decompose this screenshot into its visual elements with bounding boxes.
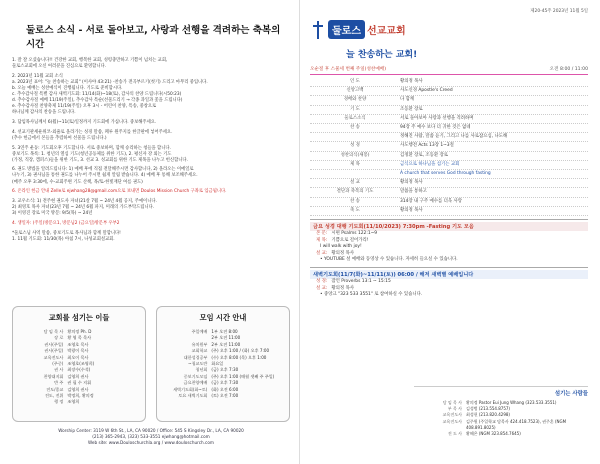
order-content: 금식으로 하나님을 섬기는 교회 — [400, 161, 460, 167]
staff-box — [414, 386, 588, 437]
section-line — [310, 257, 588, 264]
info-value: 김영희 권사 — [67, 373, 89, 379]
news-heading: 둘로스 소식 - 서로 돌아보고, 사랑과 선행을 격려하는 축복의 시간 — [26, 25, 281, 50]
info-value: (토) 오전 7:00 — [211, 393, 239, 399]
contact-line: (213) 365-2943, (323) 533-3551 ejwhang@hotmail.com — [92, 434, 210, 439]
service-header — [310, 66, 588, 75]
order-row — [310, 142, 588, 151]
news-line: 둘로스교회에 오신 여러분을 진심으로 환영합니다. — [12, 64, 106, 70]
info-value: 조영호(조영희) — [67, 361, 95, 367]
info-label: 행 정 — [54, 399, 64, 405]
order-label: 성 경 — [350, 143, 360, 149]
section-label: 설 교: — [316, 285, 328, 291]
info-label: 새벽기도회(화~토) — [173, 386, 208, 392]
service-title: 오순절 후 스물세 번째 주일(성찬예배) — [310, 67, 386, 72]
serving-list — [21, 329, 137, 406]
info-value: 1부 오전 8:00 — [211, 329, 238, 334]
section-line — [310, 279, 588, 286]
news-line: 3. 교우소식: 1) 전주현 권도사 자녀(21살 7월 ~ 24년 4월 공지, 주예이니다. — [12, 198, 157, 204]
info-value: 화요일 — [211, 361, 224, 367]
news-line: 3) 이영진 장로 미국 방문: 9/5(목) ~ 24년 — [12, 211, 93, 217]
order-content: 말씀을 통하고 — [400, 189, 427, 195]
news-item — [12, 189, 290, 195]
address-line: Worship Center: 3119 W 6th St., LA, CA 90020 / Office: 545 S Kingsley Dr., LA, CA 90020 — [58, 428, 244, 433]
order-label: 인 도 — [350, 79, 360, 84]
staff-list — [414, 400, 588, 437]
serving-title: 교회를 섬기는 이들 — [48, 313, 110, 322]
order-label: 둘로스소식 — [344, 115, 366, 121]
staff-role: 담 임 목 사 — [442, 400, 462, 405]
news-item — [12, 231, 290, 243]
info-value: 박정희, 황의정 — [67, 393, 94, 399]
info-row — [165, 393, 281, 399]
logo-name: 둘로스 — [328, 20, 365, 39]
info-value: 2부 오전 11:00 — [211, 341, 241, 347]
staff-name: 황의정 Pastor Eui Jung Whang (323.533.3551) — [466, 400, 557, 405]
info-label: 교회학교 — [191, 348, 208, 354]
info-label: 교육전도사 — [43, 354, 64, 360]
section-title: 금요 성경 대행 기도회(11/10/2023) 7:30pm -Fasting 기도 모음 — [310, 222, 588, 231]
worship-box — [156, 306, 290, 422]
news-item — [12, 199, 290, 217]
info-value: (금) 오후 7:30 — [211, 380, 239, 386]
section-value: I will walk with joy! — [320, 244, 362, 250]
news-item — [12, 130, 290, 142]
church-address — [12, 428, 290, 446]
info-label: 유치원부 — [191, 341, 208, 347]
schedule-section — [310, 267, 588, 299]
info-label: 청년회 — [195, 367, 208, 373]
order-content: A church that serves God through fasting — [400, 171, 491, 177]
order-content: 정해진 사람, 말씀 듣기, 그리고 나를 사로잡으심, 나도해 — [400, 134, 508, 140]
news-line: b. 오늘 예배는 성찬예식이 진행됩니다. 기도로 준비합시다. — [12, 85, 123, 91]
staff-role: 전 도 사 — [447, 431, 462, 437]
news-item — [12, 221, 290, 227]
logo-suffix: 선교교회 — [366, 26, 406, 37]
motto: 늘 찬송하는 교회! — [346, 50, 418, 60]
order-label: 기 도 — [350, 106, 360, 112]
info-label: 장 로 — [54, 335, 64, 341]
order-content: 314장 내 구주 예수를 더욱 사랑 — [400, 198, 463, 204]
order-row — [310, 124, 588, 133]
staff-role: 교육전도사 — [442, 412, 462, 418]
news-item — [12, 58, 290, 70]
order-row — [310, 106, 588, 115]
info-label: 전도, 전위 — [44, 393, 64, 399]
info-label: 토요 새벽기도회 — [178, 393, 208, 399]
worship-list — [165, 329, 281, 399]
info-label: 권사(주일) — [44, 348, 64, 354]
info-value: 황 영 목 목사 — [67, 335, 92, 341]
order-row — [310, 161, 588, 170]
staff-name: 황해은 (NGM 323.854.7645) — [466, 431, 521, 437]
staff-row — [414, 419, 588, 431]
news-line: 6. 온라인 헌금 안내 Zelle로 ejwhang28@gmail.com으로 보내면 Doulos Mission Church 구좌로 입금됩니다. — [12, 189, 227, 195]
news-line: c. 추수감사절 특별 감사 새벽기도회: 11/14(화)~18(토), 감사의 찬양 드립니다(시50:23) — [12, 92, 182, 98]
section-line — [310, 292, 588, 299]
staff-row — [414, 431, 588, 437]
section-value: 황의정 목사 — [331, 250, 354, 256]
info-label: ~청교도반 — [188, 361, 208, 367]
news-line: (추수 헌금에서 본들을 추렴하여 선물을 드립니다.) — [12, 135, 107, 141]
info-value: 조영호 목사 — [67, 341, 89, 347]
order-row — [310, 115, 588, 124]
news-line: (매주 오후 3:30에, 수-교회주변 기도 산책, 목/토-한빛재단 여름 권도) — [12, 179, 143, 185]
info-label: 중보기도모임 — [183, 373, 208, 379]
info-label: 반 주 — [54, 380, 64, 386]
order-label: 설 교 — [350, 180, 360, 186]
info-label: (주중) — [52, 361, 64, 367]
staff-role: 부 목 사 — [447, 406, 462, 412]
news-line: 1. 잘 잘 오셨습니다!! 건강한 교회, 행복한 교회, 성령충만하고 기쁨이 넘치는 교회, — [12, 58, 168, 63]
info-label: 담 임 목 사 — [43, 329, 64, 334]
news-line: 2. 2023년 11월 교회 소식 — [12, 73, 63, 79]
news-line: 3. 담임목사님께서 6(월)~11(토)일정까지 기도회에 가십니다. 중보해주세요. — [12, 120, 157, 126]
staff-name: 최성헌 (213.820.4298) — [466, 412, 510, 418]
info-label: 권 사 — [54, 367, 64, 373]
news-line: (가정, 직장, 캠퍼스)들을 위한 기도, 3. 선교 3. 성교회를 위한 기도 제목을 나누고 헌신합니다. — [12, 157, 188, 163]
news-line: e. 추수감사절 찬양축제 11/19(주일) 오후 3시 - 어린이 찬양, 특송, 중창으로 — [12, 104, 157, 110]
info-label: 금요찬양예배 — [183, 380, 208, 386]
issue-number: 제20-45주 2023년 11월 5일 — [530, 9, 588, 14]
order-label: 축 도 — [350, 207, 360, 213]
info-value: 황의정 Ph. D — [67, 329, 92, 334]
news-item — [12, 74, 290, 117]
order-row — [310, 179, 588, 188]
info-label: 권사(주일) — [44, 341, 64, 347]
order-row — [310, 170, 588, 179]
order-row — [310, 188, 588, 197]
serving-box — [12, 306, 146, 422]
news-item — [12, 120, 290, 126]
order-label: 결단과 축복의 기도 — [336, 189, 374, 195]
info-label: 주일예배 — [191, 329, 208, 334]
section-value: • 중앙크 "323 533 3551" 로 참여하실 수 있습니다. — [320, 292, 423, 298]
news-line: 하나님께 감사의 찬송을 드립니다. — [12, 110, 76, 116]
section-label: 설 교: — [316, 250, 328, 256]
news-line: 4. 선교기관세운위코-외줄로 올라가는 성경 말씀, 페루 원주지를 한글판에 넣어주세요. — [12, 129, 173, 135]
section-line — [310, 244, 588, 251]
info-label: 대한성경공부 — [183, 354, 208, 360]
news-line: 4. 생일자: (주일)방문요1, 방문님2 (금요일)방문부 우부2 — [12, 220, 120, 226]
info-value: (주) 오후 1:00 / (화) 오후 7:00 — [211, 348, 270, 354]
news-line: d. 추수감사절 예배 11/19(주일), 추수감사 특순(선물드리기 → 각종 과일과 꽃을 드립니다) — [12, 98, 183, 104]
section-label: 성 경: — [316, 279, 328, 285]
order-content: 사도행전 Acts 13장 1~3절 — [400, 143, 454, 149]
info-value: 권 필 수 지휘 — [67, 380, 92, 386]
order-content: 황의정 목사 — [400, 180, 423, 186]
church-logo — [328, 20, 406, 39]
news-line: 1. 11월 기도회: 11/30(목) 아침 7시, 나성교회설교회. — [12, 236, 115, 242]
order-content: 김정환 장로, 조동환 장로 — [400, 152, 448, 158]
order-row — [310, 87, 588, 96]
cross-icon — [312, 21, 324, 39]
order-of-worship — [310, 78, 588, 216]
news-line: 중보기도 목록: 1. 청년의 열심 기도(청년공동체를 위한 기도), 2. 평신자 강 외는 기도 — [12, 151, 172, 157]
order-content: 다 함께 — [400, 97, 415, 103]
order-row — [310, 133, 588, 142]
section-label: 제 목: — [316, 237, 328, 243]
order-label: 경배와 찬양 — [343, 97, 367, 103]
schedule-section — [310, 219, 588, 264]
order-label — [310, 170, 400, 178]
info-value: (화) 오전 6:00 — [211, 386, 239, 392]
worship-title: 모임 시간 안내 — [199, 313, 247, 322]
info-value: 최장수(수석) — [67, 367, 91, 373]
order-label: 신앙고백 — [346, 88, 364, 94]
news-line: 2) 최영호 목사 자녀(23년 7월 ~ 24년 6월 파지, 미래의 가드부탁드립니다. — [12, 205, 155, 211]
order-row — [310, 207, 588, 216]
order-content: 서로 돌아보아 사랑과 선행을 격려하며 — [400, 115, 474, 121]
news-line: *둘로스님 사역 말씀, 중보기도로 목사님과 함께 말합니다! — [12, 230, 121, 236]
news-line: 5. 3연주 운동: 기도회오후 기도합니다. 서로 중보하며, 함께 승리하는 청들을 합니다. — [12, 145, 171, 151]
section-line — [310, 231, 588, 238]
order-label: 제 목 — [350, 161, 360, 167]
news-item — [12, 146, 290, 164]
info-value: 2부 오전 11:00 — [211, 335, 241, 341]
info-value: (수) 오후 8:00 (목) 오후 1:00 — [211, 354, 267, 360]
staff-title: 섬기는 사람들 — [554, 391, 588, 397]
section-value: 기쁨으로 걸어가리! — [331, 237, 369, 243]
info-label: 전도/종교 — [46, 386, 64, 392]
info-value: (주) 오후 1:00 (매월 셋째 주 주일) — [211, 373, 275, 379]
staff-role: 교육전도사 — [442, 418, 462, 424]
order-label: 성찬의식(새봉) — [340, 152, 370, 158]
info-boxes — [12, 306, 290, 422]
info-value: 조영희 — [67, 399, 80, 405]
news-list — [12, 58, 290, 243]
website-line[interactable]: Web site: www.Douloschurchla.org / www.douloschurch.com — [87, 440, 214, 445]
church-banner — [310, 18, 588, 44]
info-value: 김영희 권사 — [67, 386, 89, 392]
section-title: 새벽기도회(11/7(화)~11/11(토)) 06:00 / 해저 새벽별 예배입니다 — [310, 270, 588, 279]
news-item — [12, 167, 290, 185]
section-label: 본 문: — [316, 231, 328, 237]
order-row — [310, 152, 588, 161]
info-label: 찬양대지휘 — [43, 373, 64, 379]
info-row — [21, 399, 137, 405]
order-row — [310, 78, 588, 87]
section-value: 황의정 목사 — [331, 285, 354, 291]
info-value: 박광이 목사 — [67, 348, 89, 354]
order-content: 황의정 목사 — [400, 79, 423, 84]
schedule-sections — [310, 219, 588, 299]
section-value: 시편 Psalms 122:1~9 — [331, 231, 378, 237]
section-value: 잠언 Proverbs 13:1 ~ 15:15 — [331, 279, 391, 285]
order-label: 찬 송 — [350, 125, 360, 131]
order-content: 황의정 목사 — [400, 207, 423, 213]
news-line: a. 2023년 표어: "늘 찬송하는 교회" (이사야 43:21) -찬송가 전곡부르기(첫기) 드리고 마무리 중입니다. — [12, 79, 208, 85]
order-label: 찬 송 — [350, 198, 360, 204]
right-page — [300, 0, 600, 464]
order-row — [310, 96, 588, 105]
section-value: • YOUTUBE 설 예배와 동영상 수 있습니다. 자세히 들으실 수 있습니다. — [320, 257, 458, 263]
order-label — [310, 133, 400, 141]
info-value: 최오이 목사 — [67, 354, 89, 360]
order-content: 사도신경 Apostle's Creed — [400, 88, 453, 94]
news-line: 6. 권도 방법을 알려드립니다: 1) 예배 후에 직접 전달해주시면 감사합니다, 2) 올라오는 이메일로 — [12, 167, 194, 173]
order-content: 조동환 장로 — [400, 106, 423, 112]
news-line: 나누기, 3) 권사님을 통한 권도를 나누어 주시면 쉽게 알림 받습니다. 4) 예배 후 통해 보조해주세요. — [12, 173, 198, 179]
order-content: 94장 주 예수 보다 더 귀한 것은 없네 — [400, 125, 471, 131]
staff-name: 김주원 (주일학교 담목사 424.418.7523), 권주혼 (NGM 408.891.8025) — [466, 418, 567, 430]
info-value: (금) 오후 7:30 — [211, 367, 239, 373]
staff-name: 김성범 (213.554.8757) — [466, 406, 510, 412]
service-time: 오전 8:00 / 11:00 — [549, 67, 588, 72]
order-row — [310, 198, 588, 207]
